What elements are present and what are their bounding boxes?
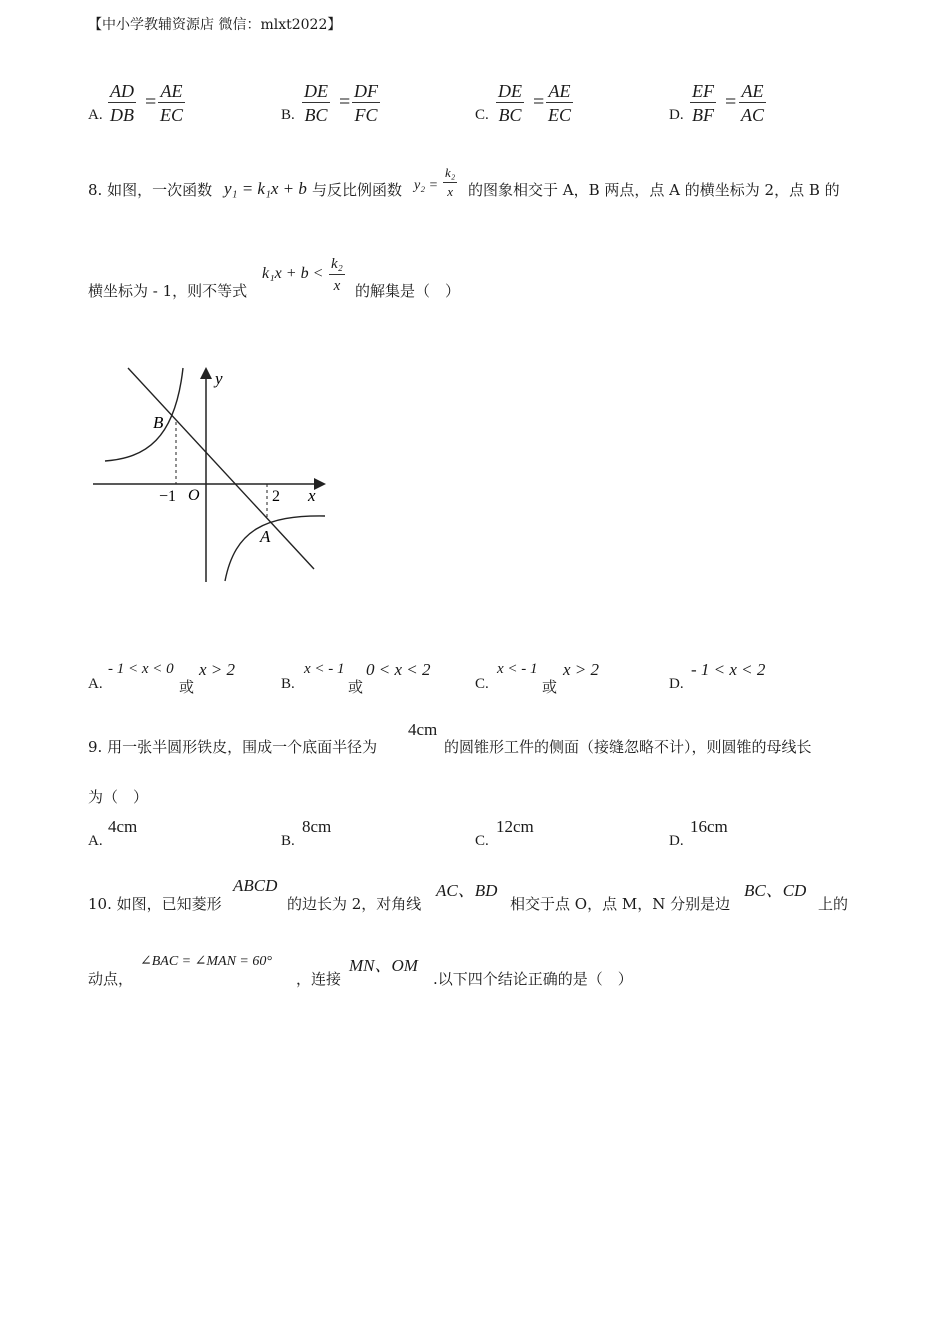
point-a-label: A: [260, 527, 271, 546]
q8-option-b-part2: 0 < x < 2: [366, 660, 431, 679]
q10-segments: MN、OM: [349, 956, 418, 975]
q10-text-6: ，连接: [296, 970, 342, 988]
q9-text-1: 9. 用一张半圆形铁皮，围成一个底面半径为: [88, 738, 378, 756]
q8-inequality-lhs: k₁x + b <: [262, 265, 324, 282]
q10-text-2: 的边长为 2，对角线: [287, 895, 422, 913]
q9-option-a-value: 4cm: [108, 817, 138, 836]
q7-option-d-label: D.: [669, 107, 684, 123]
q10-text-5: 动点，: [88, 970, 134, 988]
q8-option-a-part1: - 1 < x < 0: [108, 661, 174, 677]
q8-text-1: 8. 如图，一次函数: [88, 181, 213, 199]
fraction-numerator: DE: [498, 81, 522, 101]
equals-sign: =: [533, 91, 545, 113]
q8-inverse-fraction: [443, 164, 457, 201]
origin-label: O: [188, 487, 200, 504]
q10-text-7: .以下四个结论正确的是（ ）: [433, 970, 633, 988]
fraction-denominator: FC: [354, 105, 378, 125]
q9-option-b-label: B.: [281, 833, 295, 849]
q7-option-b-right-fraction: [352, 80, 380, 127]
q8-option-c-or: 或: [542, 678, 558, 696]
fraction-numerator: AE: [739, 80, 766, 103]
q7-option-d-left-fraction: [690, 80, 716, 127]
q7-option-b-label: B.: [281, 107, 295, 123]
q7-option-c-left-fraction: [496, 80, 524, 127]
q9-option-b-value: 8cm: [302, 817, 332, 836]
q10-shape: ABCD: [233, 876, 278, 895]
q8-option-c-part2: x > 2: [563, 660, 600, 679]
q9-option-d-value: 16cm: [690, 817, 728, 836]
fraction-numerator: AD: [110, 81, 134, 101]
q8-option-c-part1: x < - 1: [497, 661, 538, 677]
q8-option-b-or: 或: [348, 678, 364, 696]
fraction-denominator: EC: [548, 105, 572, 125]
q10-text-1: 10. 如图，已知菱形: [88, 895, 222, 913]
q9-text-2: 的圆锥形工件的侧面（接缝忽略不计），则圆锥的母线长: [444, 738, 812, 756]
fraction-denominator: x: [333, 278, 341, 294]
fraction-numerator: DE: [304, 81, 328, 101]
q10-angle-condition: ∠BAC = ∠MAN = 60°: [140, 954, 272, 969]
q7-option-a-right-fraction: [158, 80, 185, 127]
q8-option-a-label: A.: [88, 676, 103, 692]
q8-option-c-label: C.: [475, 676, 489, 692]
q9-option-c-value: 12cm: [496, 817, 534, 836]
fraction-denominator: BC: [498, 105, 522, 125]
q7-option-c-right-fraction: [546, 80, 573, 127]
q8-option-b-part1: x < - 1: [304, 661, 345, 677]
x-axis-label: x: [308, 486, 316, 505]
fraction-numerator: k₂: [329, 254, 345, 275]
fraction-denominator: BF: [692, 105, 714, 125]
fraction-denominator: BC: [304, 105, 328, 125]
q10-text-3: 相交于点 O，点 M，N 分别是边: [510, 895, 731, 913]
q8-option-d-label: D.: [669, 676, 684, 692]
q7-option-b-left-fraction: [302, 80, 330, 127]
q8-function-graph: [85, 360, 335, 590]
q8-text-3: 的图象相交于 A，B 两点，点 A 的横坐标为 2，点 B 的: [468, 181, 840, 199]
q7-option-a-left-fraction: [108, 80, 136, 127]
q9-option-a-label: A.: [88, 833, 103, 849]
point-b-label: B: [153, 413, 164, 432]
q7-option-d-right-fraction: [739, 80, 766, 127]
fraction-numerator: EF: [692, 81, 714, 101]
fraction-denominator: AC: [741, 105, 765, 125]
y-axis-label: y: [215, 369, 223, 388]
q8-option-a-or: 或: [179, 678, 195, 696]
equals-sign: =: [339, 91, 351, 113]
q9-option-d-label: D.: [669, 833, 684, 849]
tick-label-neg1: −1: [159, 488, 177, 505]
q8-linear-function: y₁ = k₁x + b: [224, 179, 307, 198]
q7-option-a-label: A.: [88, 107, 103, 123]
q8-text-4: 横坐标为 - 1，则不等式: [88, 282, 248, 300]
q10-diagonals: AC、BD: [436, 881, 498, 900]
equals-sign: =: [145, 91, 157, 113]
q8-text-2: 与反比例函数: [312, 181, 403, 199]
q10-text-4: 上的: [818, 895, 849, 913]
fraction-denominator: x: [447, 184, 454, 199]
q9-text-3: 为（ ）: [88, 788, 149, 806]
q8-inverse-lhs: y₂ =: [414, 178, 439, 193]
page-header: 【中小学教辅资源店 微信：mlxt2022】: [88, 17, 342, 33]
q8-inequality-fraction: [329, 254, 345, 297]
fraction-numerator: k₂: [443, 164, 457, 183]
linear-function-line: [128, 368, 314, 569]
fraction-denominator: EC: [160, 105, 184, 125]
q10-sides: BC、CD: [744, 881, 807, 900]
fraction-denominator: DB: [110, 105, 134, 125]
q8-option-d-part1: - 1 < x < 2: [691, 660, 766, 679]
fraction-numerator: AE: [158, 80, 185, 103]
q9-option-c-label: C.: [475, 833, 489, 849]
hyperbola-branch-lower-right: [225, 516, 325, 581]
q8-option-a-part2: x > 2: [199, 660, 236, 679]
q9-radius: 4cm: [408, 720, 438, 739]
tick-label-2: 2: [272, 488, 280, 505]
equals-sign: =: [725, 91, 737, 113]
q8-option-b-label: B.: [281, 676, 295, 692]
q7-option-c-label: C.: [475, 107, 489, 123]
fraction-numerator: DF: [354, 81, 378, 101]
q8-text-5: 的解集是（ ）: [355, 282, 461, 300]
fraction-numerator: AE: [546, 80, 573, 103]
